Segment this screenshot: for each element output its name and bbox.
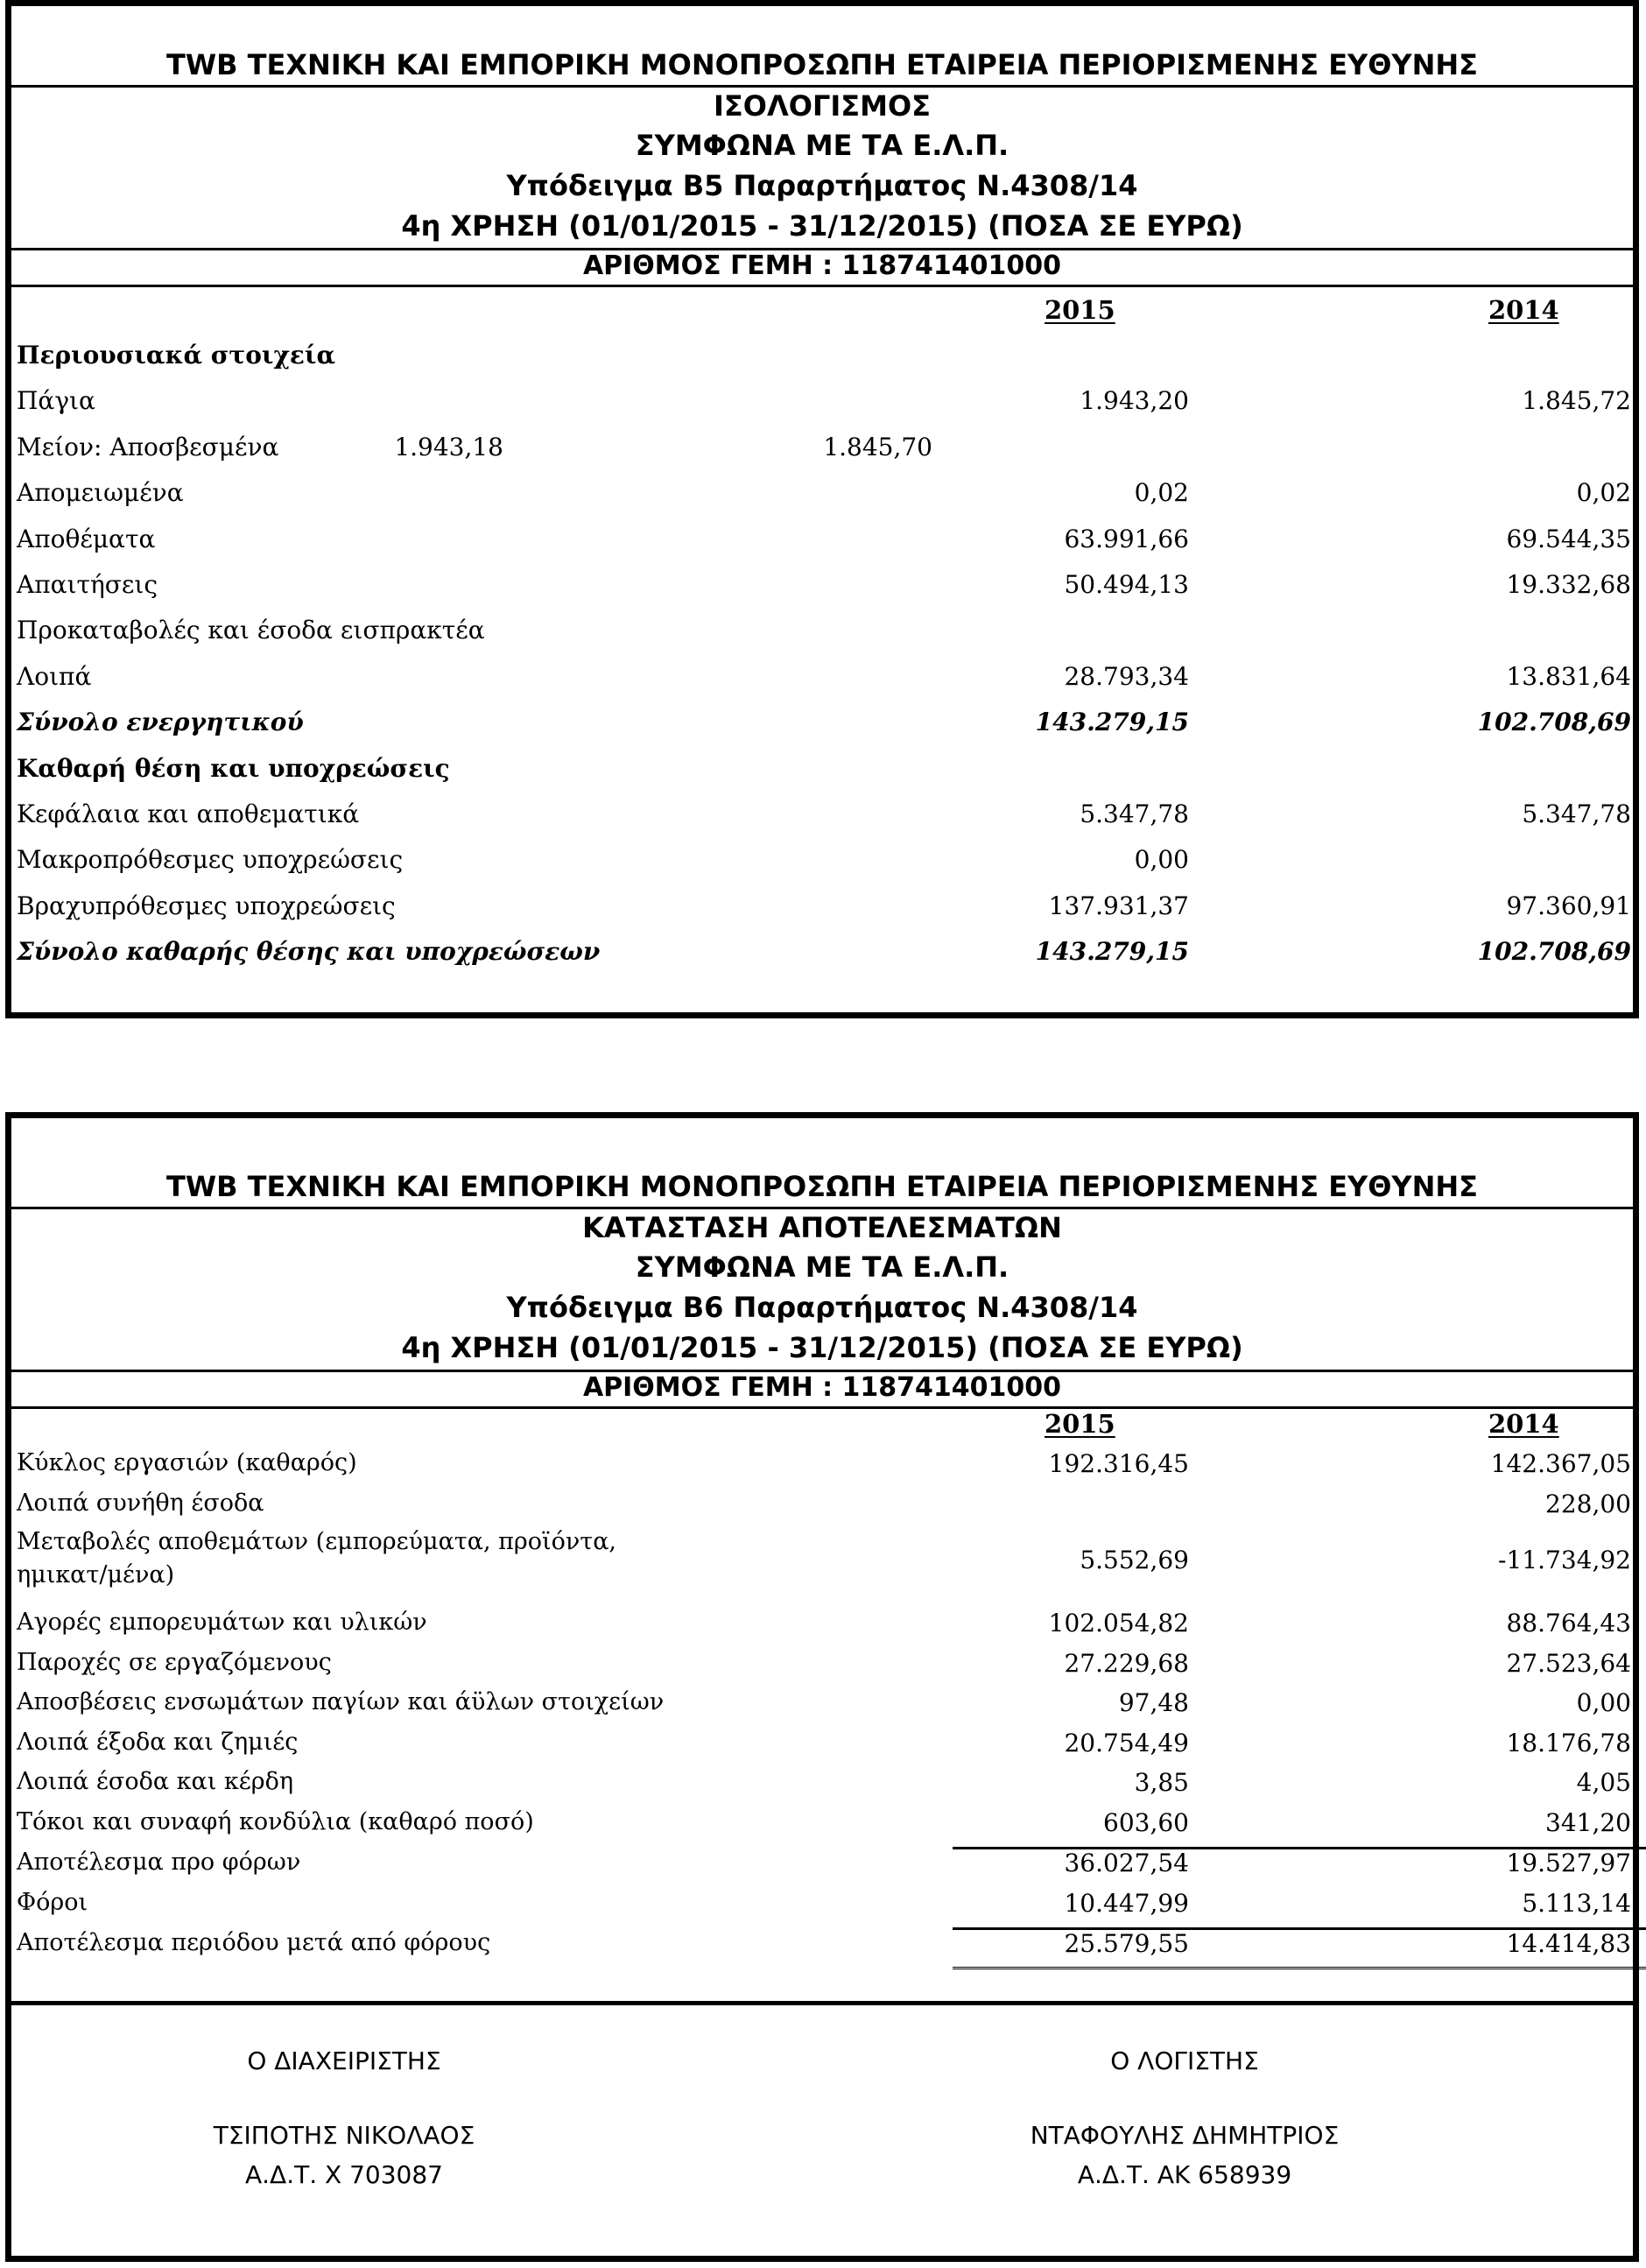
value-2014: 102.708,69 xyxy=(1477,937,1631,967)
value-2015: 25.579,55 xyxy=(1064,1929,1189,1958)
value-2015: 36.027,54 xyxy=(1064,1849,1189,1877)
value-2014: 4,05 xyxy=(1576,1768,1631,1797)
value-2015: 27.229,68 xyxy=(1064,1649,1189,1678)
value-2014: 27.523,64 xyxy=(1506,1649,1631,1678)
row-label: Κεφάλαια και αποθεματικά xyxy=(17,799,360,828)
value-2014: 18.176,78 xyxy=(1506,1729,1631,1757)
table-row xyxy=(11,1729,1633,1767)
accountant-id: Α.Δ.Τ. ΑΚ 658939 xyxy=(1077,2160,1292,2189)
value-2014: 19.527,97 xyxy=(1506,1849,1631,1877)
value-2014: 97.360,91 xyxy=(1506,891,1631,920)
subtotal-underline xyxy=(953,1847,1646,1849)
value-2014: 228,00 xyxy=(1545,1490,1631,1518)
row-label: Σύνολο ενεργητικού xyxy=(17,708,304,737)
value-2015: 1.943,20 xyxy=(1080,386,1189,416)
statement-subtitle: ΣΥΜΦΩΝΑ ΜΕ ΤΑ Ε.Λ.Π. xyxy=(635,129,1009,162)
divider xyxy=(11,285,1633,287)
table-row xyxy=(11,341,1633,386)
value-2015: 97,48 xyxy=(1118,1688,1189,1717)
value-2015: 0,02 xyxy=(1134,478,1189,508)
value-2015: 63.991,66 xyxy=(1064,524,1189,553)
statement-title: ΚΑΤΑΣΤΑΣΗ ΑΠΟΤΕΛΕΣΜΑΤΩΝ xyxy=(582,1211,1062,1244)
table-row xyxy=(11,1649,1633,1687)
row-label: Καθαρή θέση και υποχρεώσεις xyxy=(17,753,450,783)
table-row xyxy=(11,937,1633,983)
row-label: Λοιπά xyxy=(17,661,92,691)
table-row xyxy=(11,845,1633,891)
signature-divider xyxy=(11,2001,1633,2005)
value-2015: 10.447,99 xyxy=(1064,1889,1189,1918)
row-label: Πάγια xyxy=(17,386,95,416)
value-2015: 3,85 xyxy=(1134,1768,1189,1797)
gemi-number: ΑΡΙΘΜΟΣ ΓΕΜΗ : 118741401000 xyxy=(582,250,1062,281)
value-2014: 142.367,05 xyxy=(1490,1449,1631,1478)
income-statement-panel xyxy=(5,1112,1639,2262)
table-row xyxy=(11,433,1633,478)
row-label: Αποτέλεσμα περιόδου μετά από φόρους xyxy=(17,1929,491,1956)
value-2015: 28.793,34 xyxy=(1064,661,1189,691)
divider xyxy=(11,1406,1633,1409)
year-previous-header: 2014 xyxy=(1488,1409,1559,1439)
statement-title: ΙΣΟΛΟΓΙΣΜΟΣ xyxy=(714,89,931,123)
row-label: Σύνολο καθαρής θέσης και υποχρεώσεων xyxy=(17,937,601,967)
value-2014: 0,00 xyxy=(1576,1688,1631,1717)
value-2015: 50.494,13 xyxy=(1064,570,1189,599)
table-row xyxy=(11,478,1633,524)
table-row xyxy=(11,1490,1633,1528)
subvalue-2015: 1.943,18 xyxy=(394,432,503,461)
row-label-continued: ημικατ/μένα) xyxy=(17,1561,175,1588)
accountant-role: Ο ΛΟΓΙΣΤΗΣ xyxy=(1110,2046,1259,2075)
value-2014: 69.544,35 xyxy=(1506,524,1631,553)
table-row xyxy=(11,1929,1633,1968)
row-label: Προκαταβολές και έσοδα εισπρακτέα xyxy=(17,616,485,645)
value-2015: 20.754,49 xyxy=(1064,1729,1189,1757)
row-label: Λοιπά έσοδα και κέρδη xyxy=(17,1768,294,1795)
table-row xyxy=(11,525,1633,570)
year-previous-header: 2014 xyxy=(1488,295,1559,325)
row-label: Απαιτήσεις xyxy=(17,570,158,599)
row-label: Μακροπρόθεσμες υποχρεώσεις xyxy=(17,845,404,875)
company-name: TWB ΤΕΧΝΙΚΗ ΚΑΙ ΕΜΠΟΡΙΚΗ ΜΟΝΟΠΡΟΣΩΠΗ ΕΤΑΙΡΕΙΑ ΠΕΡΙΟΡΙΣΜΕΝΗΣ ΕΥΘΥΝΗΣ xyxy=(165,48,1479,81)
value-2014: 5.347,78 xyxy=(1522,799,1631,828)
table-row xyxy=(11,1528,1633,1602)
table-row xyxy=(11,1768,1633,1807)
value-2014: 13.831,64 xyxy=(1506,661,1631,691)
table-row xyxy=(11,1449,1633,1488)
value-2015: 102.054,82 xyxy=(1048,1609,1189,1638)
row-label: Περιουσιακά στοιχεία xyxy=(17,341,335,370)
row-label: Μεταβολές αποθεμάτων (εμπορεύματα, προϊόντα, xyxy=(17,1528,617,1555)
statement-subtitle: ΣΥΜΦΩΝΑ ΜΕ ΤΑ Ε.Λ.Π. xyxy=(635,1250,1009,1284)
value-2014: 19.332,68 xyxy=(1506,570,1631,599)
row-label: Παροχές σε εργαζόμενους xyxy=(17,1649,332,1676)
value-2015: 143.279,15 xyxy=(1035,708,1189,737)
table-row xyxy=(11,1849,1633,1887)
value-2015: 603,60 xyxy=(1103,1808,1189,1837)
total-double-underline xyxy=(953,1967,1646,1973)
row-label: Λοιπά συνήθη έσοδα xyxy=(17,1490,264,1517)
value-2015: 143.279,15 xyxy=(1035,937,1189,967)
row-label: Αποσβέσεις ενσωμάτων παγίων και άϋλων στοιχείων xyxy=(17,1688,665,1715)
table-row xyxy=(11,799,1633,845)
company-name: TWB ΤΕΧΝΙΚΗ ΚΑΙ ΕΜΠΟΡΙΚΗ ΜΟΝΟΠΡΟΣΩΠΗ ΕΤΑΙΡΕΙΑ ΠΕΡΙΟΡΙΣΜΕΝΗΣ ΕΥΘΥΝΗΣ xyxy=(165,1170,1479,1203)
statement-period: 4η ΧΡΗΣΗ (01/01/2015 - 31/12/2015) (ΠΟΣΑ ΣΕ ΕΥΡΩ) xyxy=(401,1331,1243,1364)
table-row xyxy=(11,1889,1633,1927)
value-2014: 5.113,14 xyxy=(1522,1889,1631,1918)
table-row xyxy=(11,754,1633,799)
row-label: Βραχυπρόθεσμες υποχρεώσεις xyxy=(17,891,396,920)
gemi-number: ΑΡΙΘΜΟΣ ΓΕΜΗ : 118741401000 xyxy=(582,1372,1062,1403)
row-label: Απομειωμένα xyxy=(17,478,184,508)
subtotal-underline xyxy=(953,1927,1646,1930)
row-label: Φόροι xyxy=(17,1889,88,1916)
table-row xyxy=(11,1688,1633,1727)
statement-model: Υπόδειγμα Β6 Παραρτήματος Ν.4308/14 xyxy=(506,1291,1138,1324)
table-row xyxy=(11,662,1633,708)
value-2014: 88.764,43 xyxy=(1506,1609,1631,1638)
row-label: Αποθέματα xyxy=(17,524,156,553)
value-2015: 5.347,78 xyxy=(1080,799,1189,828)
row-label: Τόκοι και συναφή κονδύλια (καθαρό ποσό) xyxy=(17,1808,534,1835)
value-2015: 137.931,37 xyxy=(1048,891,1189,920)
value-2014: 1.845,72 xyxy=(1522,386,1631,416)
manager-role: Ο ΔΙΑΧΕΙΡΙΣΤΗΣ xyxy=(247,2046,441,2075)
table-row xyxy=(11,891,1633,937)
statement-period: 4η ΧΡΗΣΗ (01/01/2015 - 31/12/2015) (ΠΟΣΑ ΣΕ ΕΥΡΩ) xyxy=(401,209,1243,243)
row-label: Αγορές εμπορευμάτων και υλικών xyxy=(17,1609,427,1636)
value-2014: 341,20 xyxy=(1545,1808,1631,1837)
subvalue-2014: 1.845,70 xyxy=(823,432,932,461)
table-row xyxy=(11,1808,1633,1847)
manager-name: ΤΣΙΠΟΤΗΣ ΝΙΚΟΛΑΟΣ xyxy=(213,2121,475,2150)
row-label: Αποτέλεσμα προ φόρων xyxy=(17,1849,301,1876)
value-2015: 5.552,69 xyxy=(1080,1546,1189,1574)
manager-id: Α.Δ.Τ. Χ 703087 xyxy=(245,2160,443,2189)
table-row xyxy=(11,708,1633,753)
table-row xyxy=(11,570,1633,616)
value-2015: 192.316,45 xyxy=(1048,1449,1189,1478)
accountant-name: ΝΤΑΦΟΥΛΗΣ ΔΗΜΗΤΡΙΟΣ xyxy=(1030,2121,1340,2150)
table-row xyxy=(11,1609,1633,1647)
value-2014: -11.734,92 xyxy=(1498,1546,1631,1574)
row-label: Κύκλος εργασιών (καθαρός) xyxy=(17,1449,357,1476)
statement-model: Υπόδειγμα Β5 Παραρτήματος Ν.4308/14 xyxy=(506,169,1138,202)
value-2014: 0,02 xyxy=(1576,478,1631,508)
year-current-header: 2015 xyxy=(1045,1409,1115,1439)
table-row xyxy=(11,616,1633,661)
value-2015: 0,00 xyxy=(1134,845,1189,875)
table-row xyxy=(11,386,1633,432)
row-label: Λοιπά έξοδα και ζημιές xyxy=(17,1729,299,1756)
row-label: Μείον: Αποσβεσμένα xyxy=(17,432,279,461)
value-2014: 102.708,69 xyxy=(1477,708,1631,737)
balance-sheet-panel xyxy=(5,0,1639,1018)
value-2014: 14.414,83 xyxy=(1506,1929,1631,1958)
year-current-header: 2015 xyxy=(1045,295,1115,325)
